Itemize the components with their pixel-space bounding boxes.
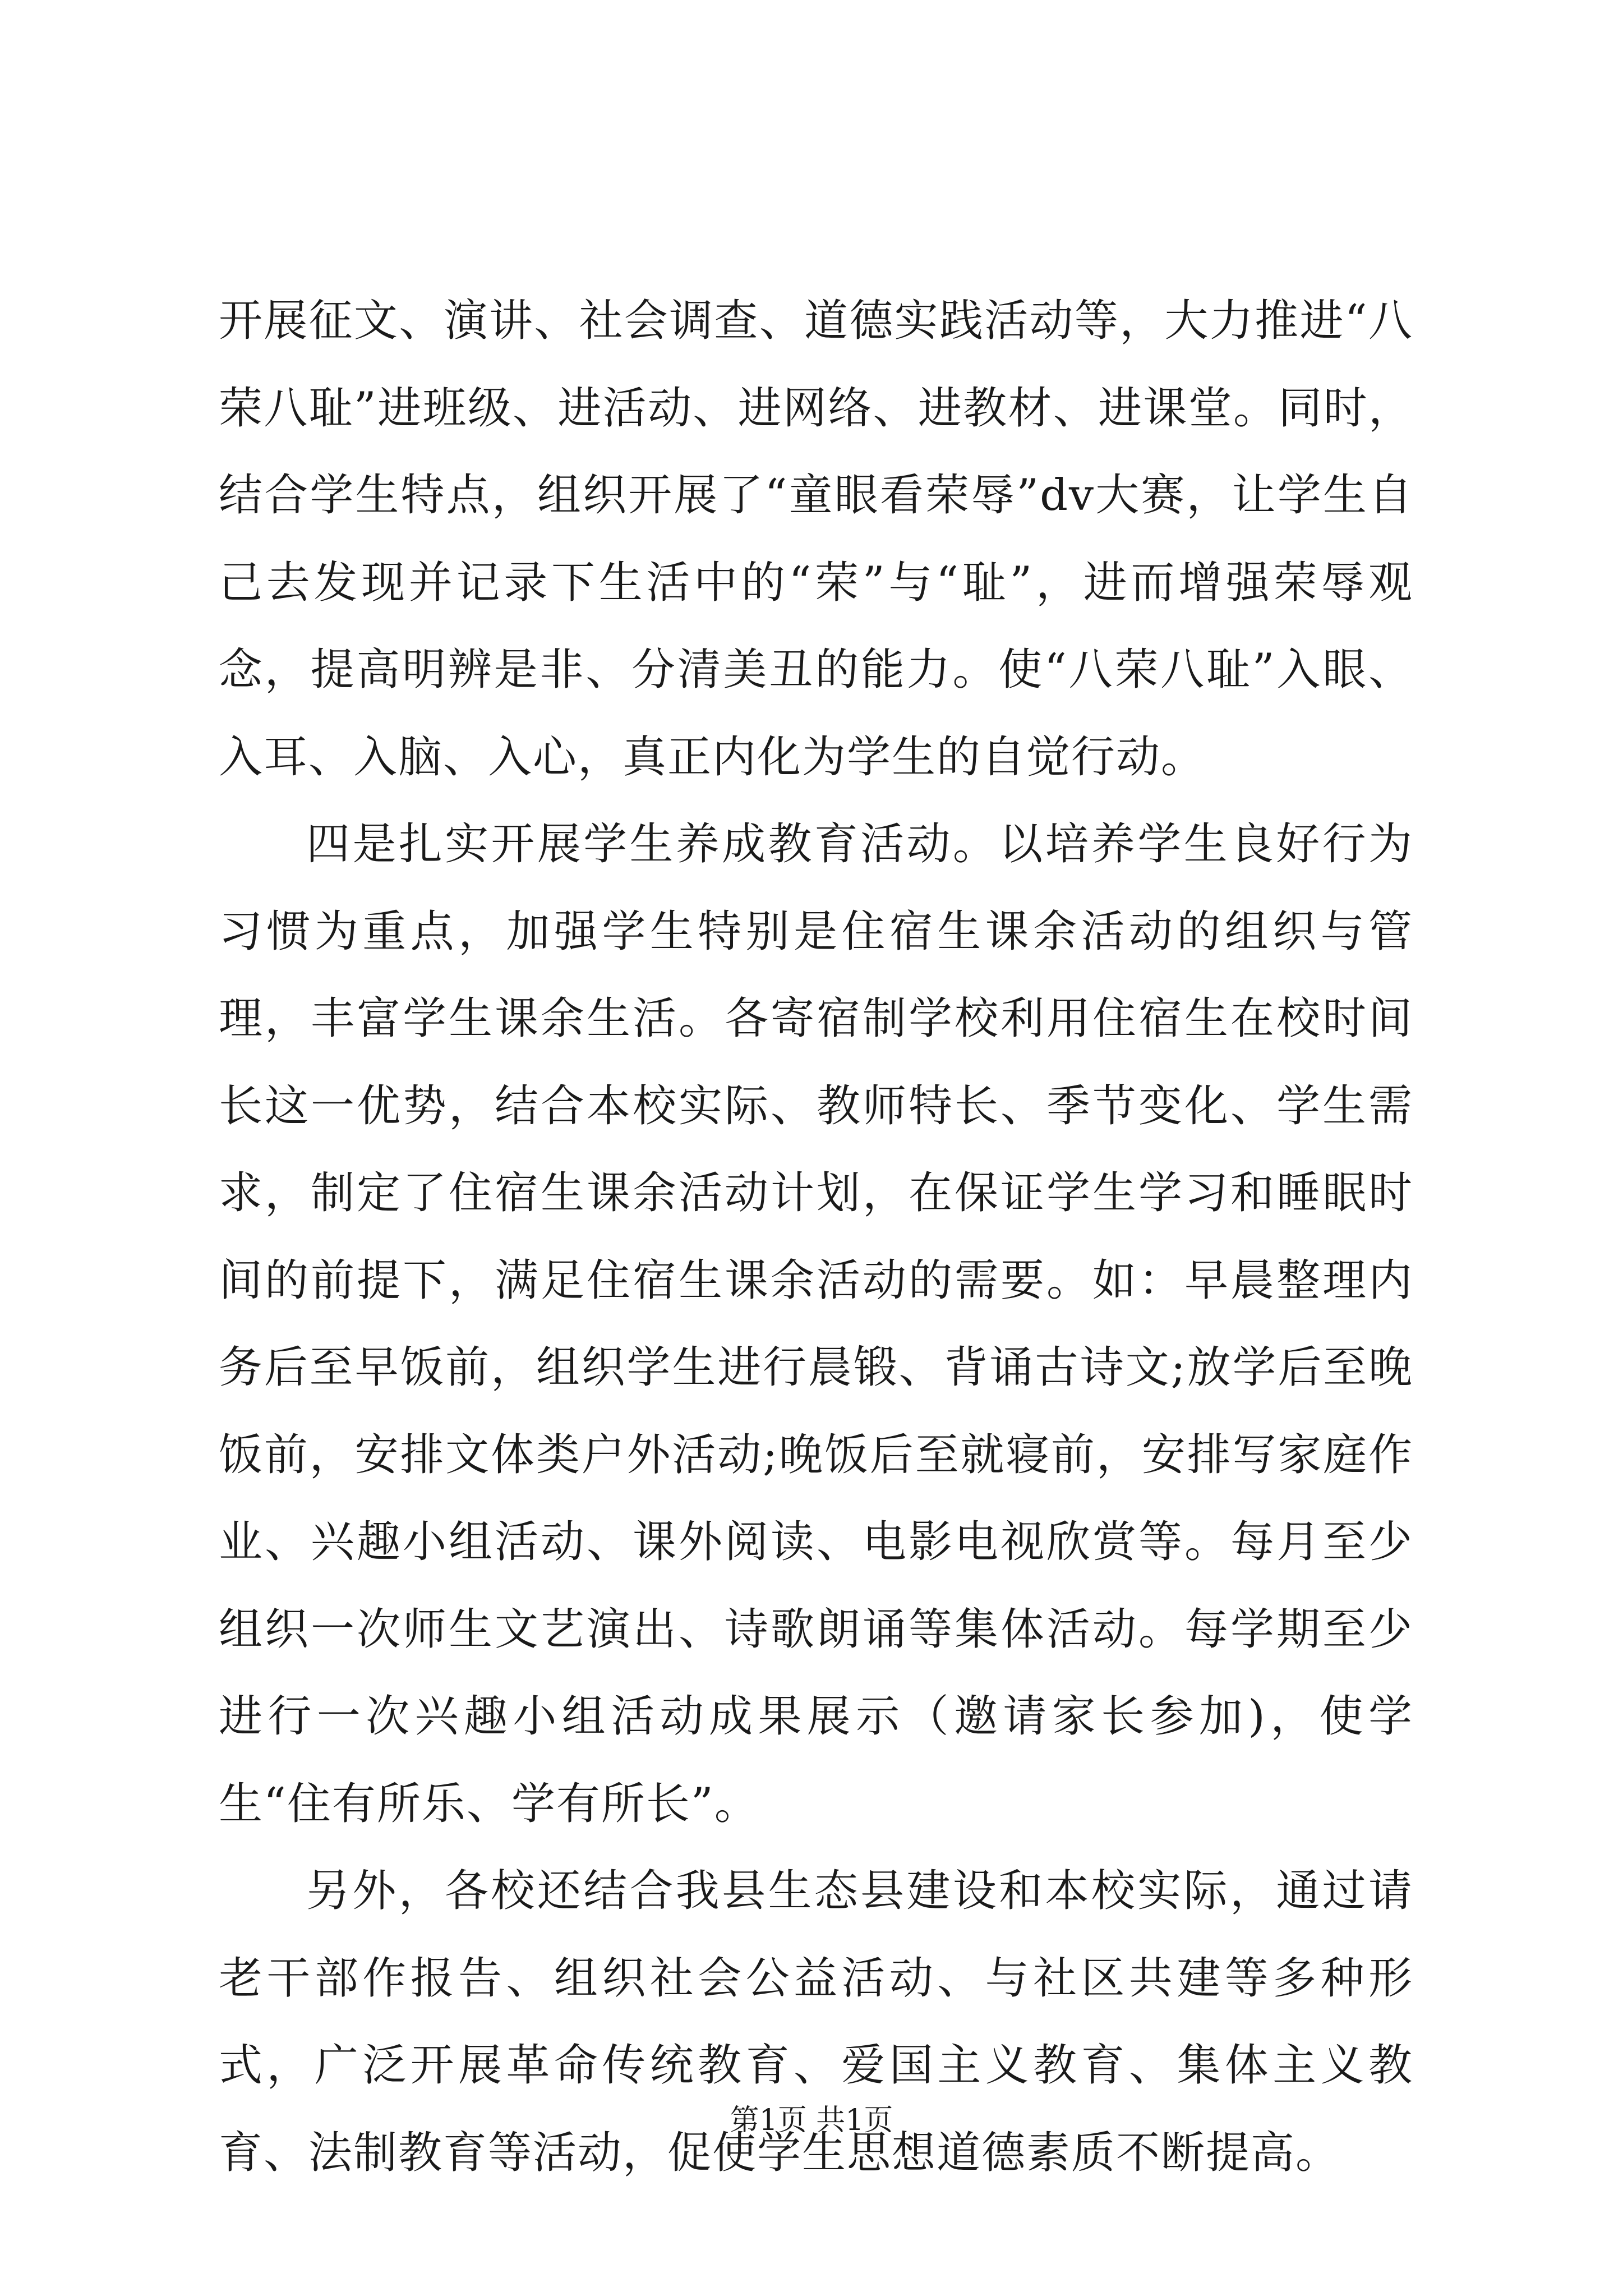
paragraph-3: 另外，各校还结合我县生态县建设和本校实际，通过请老干部作报告、组织社会公益活动、与社区共建等多种形式，广泛开展革命传统教育、爱国主义教育、集体主义教育、法制教育等活动，促使学生思想道德素质不断提高。 bbox=[219, 1866, 1413, 2178]
page-footer: 第1页 共1页 bbox=[730, 2104, 893, 2137]
paragraph-2: 四是扎实开展学生养成教育活动。以培养学生良好行为习惯为重点，加强学生特别是住宿生课余活动的组织与管理，丰富学生课余生活。各寄宿制学校利用住宿生在校时间长这一优势，结合本校实际、教师特长、季节变化、学生需求，制定了住宿生课余活动计划，在保证学生学习和睡眠时间的前提下，满足住宿生课余活动的需要。如：早晨整理内务后至早饭前，组织学生进行晨锻、背诵古诗文;放学后至晚饭前，安排文体类户外活动;晚饭后至就寝前，安排写家庭作业、兴趣小组活动、课外阅读、电影电视欣赏等。每月至少组织一次师生文艺演出、诗歌朗诵等集体活动。每学期至少进行一次兴趣小组活动成果展示（邀请家长参加)，使学生“住有所乐、学有所长”。 bbox=[219, 819, 1413, 1829]
document-body bbox=[219, 278, 1413, 2197]
paragraph-1: 开展征文、演讲、社会调查、道德实践活动等，大力推进“八荣八耻”进班级、进活动、进网络、进教材、进课堂。同时，结合学生特点，组织开展了“童眼看荣辱”dv大赛，让学生自己去发现并记录下生活中的“荣”与“耻”，进而增强荣辱观念，提高明辨是非、分清美丑的能力。使“八荣八耻”入眼、入耳、入脑、入心，真正内化为学生的自觉行动。 bbox=[219, 296, 1413, 783]
